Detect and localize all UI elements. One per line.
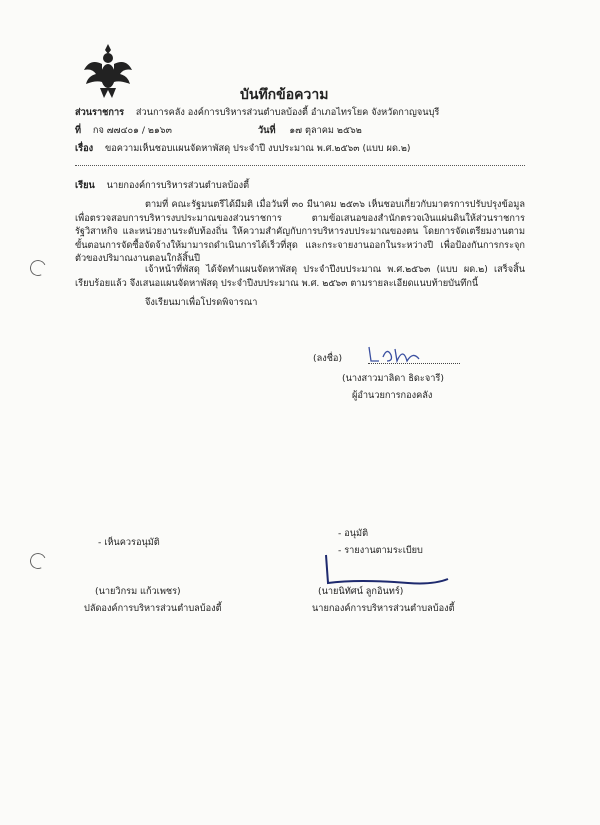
body-paragraph-2: เจ้าหน้าที่พัสดุ ได้จัดทำแผนจัดหาพัสดุ ประจำปีงบประมาณ พ.ศ.๒๕๖๓ (แบบ ผด.๒) เสร็จสิ้นเรียบร้อยแล้ว จึงเสนอแผนจัดหาพัสดุ ประจำปีงบประมาณ พ.ศ. ๒๕๖๓ ตามรายละเอียดแนบท้ายบันทึกนี้ — [75, 264, 525, 289]
deputy-name: (นายวิกรม แก้วเพชร) — [95, 586, 181, 597]
subject-row: เรื่อง ขอความเห็นชอบแผนจัดหาพัสดุ ประจำปี งบประมาณ พ.ศ.๒๕๖๓ (แบบ ผด.๒) — [75, 143, 411, 154]
salutation-row: เรียน นายกองค์การบริหารส่วนตำบลบ้องตี้ — [75, 180, 250, 191]
date-row: วันที่ ๑๗ ตุลาคม ๒๕๖๒ — [258, 125, 362, 136]
punch-hole-icon — [28, 551, 49, 572]
memo-title: บันทึกข้อความ — [240, 87, 329, 103]
separator-line — [75, 165, 525, 166]
signer1-position: ผู้อำนวยการกองคลัง — [352, 390, 433, 401]
approve-line: - อนุมัติ — [338, 528, 369, 539]
date-value: ๑๗ ตุลาคม ๒๕๖๒ — [289, 125, 362, 136]
subject-value: ขอความเห็นชอบแผนจัดหาพัสดุ ประจำปี งบประมาณ พ.ศ.๒๕๖๓ (แบบ ผด.๒) — [104, 143, 411, 154]
signature-scribble-icon — [365, 343, 425, 365]
ref-number-row: ที่ กจ ๗๗๔๐๑ / ๒๑๖๓ — [75, 125, 172, 136]
agency-row: ส่วนราชการ ส่วนการคลัง องค์การบริหารส่วนตำบลบ้องตี้ อำเภอไทรโยค จังหวัดกาญจนบุรี — [75, 107, 440, 118]
punch-hole-icon — [28, 258, 49, 279]
report-line: - รายงานตามระเบียบ — [338, 545, 423, 556]
sign-line — [368, 363, 460, 364]
signer1-name: (นางสาวมาลิดา ธิดะจารี) — [342, 373, 444, 384]
chief-name: (นายนิทัศน์ ลูกอินทร์) — [318, 586, 404, 597]
recipient: นายกองค์การบริหารส่วนตำบลบ้องตี้ — [106, 180, 250, 191]
deputy-position: ปลัดองค์การบริหารส่วนตำบลบ้องตี้ — [84, 603, 222, 614]
ref-number: กจ ๗๗๔๐๑ / ๒๑๖๓ — [92, 125, 172, 136]
agency-value: ส่วนการคลัง องค์การบริหารส่วนตำบลบ้องตี้ อำเภอไทรโยค จังหวัดกาญจนบุรี — [135, 107, 440, 118]
recommend-line: - เห็นควรอนุมัติ — [98, 537, 160, 548]
closing-line: จึงเรียนมาเพื่อโปรดพิจารณา — [145, 297, 258, 308]
body-paragraph-1: ตามที่ คณะรัฐมนตรีได้มีมติ เมื่อวันที่ ๓๐ มีนาคม ๒๕๓๖ เห็นชอบเกี่ยวกับมาตรการปรับปรุงข้อมูล เพื่อตรวจสอบการบริหารงบประมาณของส่วนราชการ ตามข้อเสนอของสำนักตรวจเงินแผ่นดินให้ส่วนราชการ รัฐวิสาหกิจ และหน่วยงานระดับท้องถิ่น ให้ความสำคัญกับการบริหารงบประมาณของตน โดยการจัดเตรียมงานตามขั้นตอนการจัดซื้อจัดจ้างให้มามารถดำเนินการได้เร็วที่สุด และกระจายงานออกในระหว่างปี เพื่อป้องกันการกระจุกตัวของปริมาณงานตอนใกล้สิ้นปี — [75, 199, 525, 264]
chief-position: นายกองค์การบริหารส่วนตำบลบ้องตี้ — [312, 603, 455, 614]
sign-label: (ลงชื่อ) — [313, 353, 343, 364]
garuda-emblem-icon — [82, 40, 134, 100]
